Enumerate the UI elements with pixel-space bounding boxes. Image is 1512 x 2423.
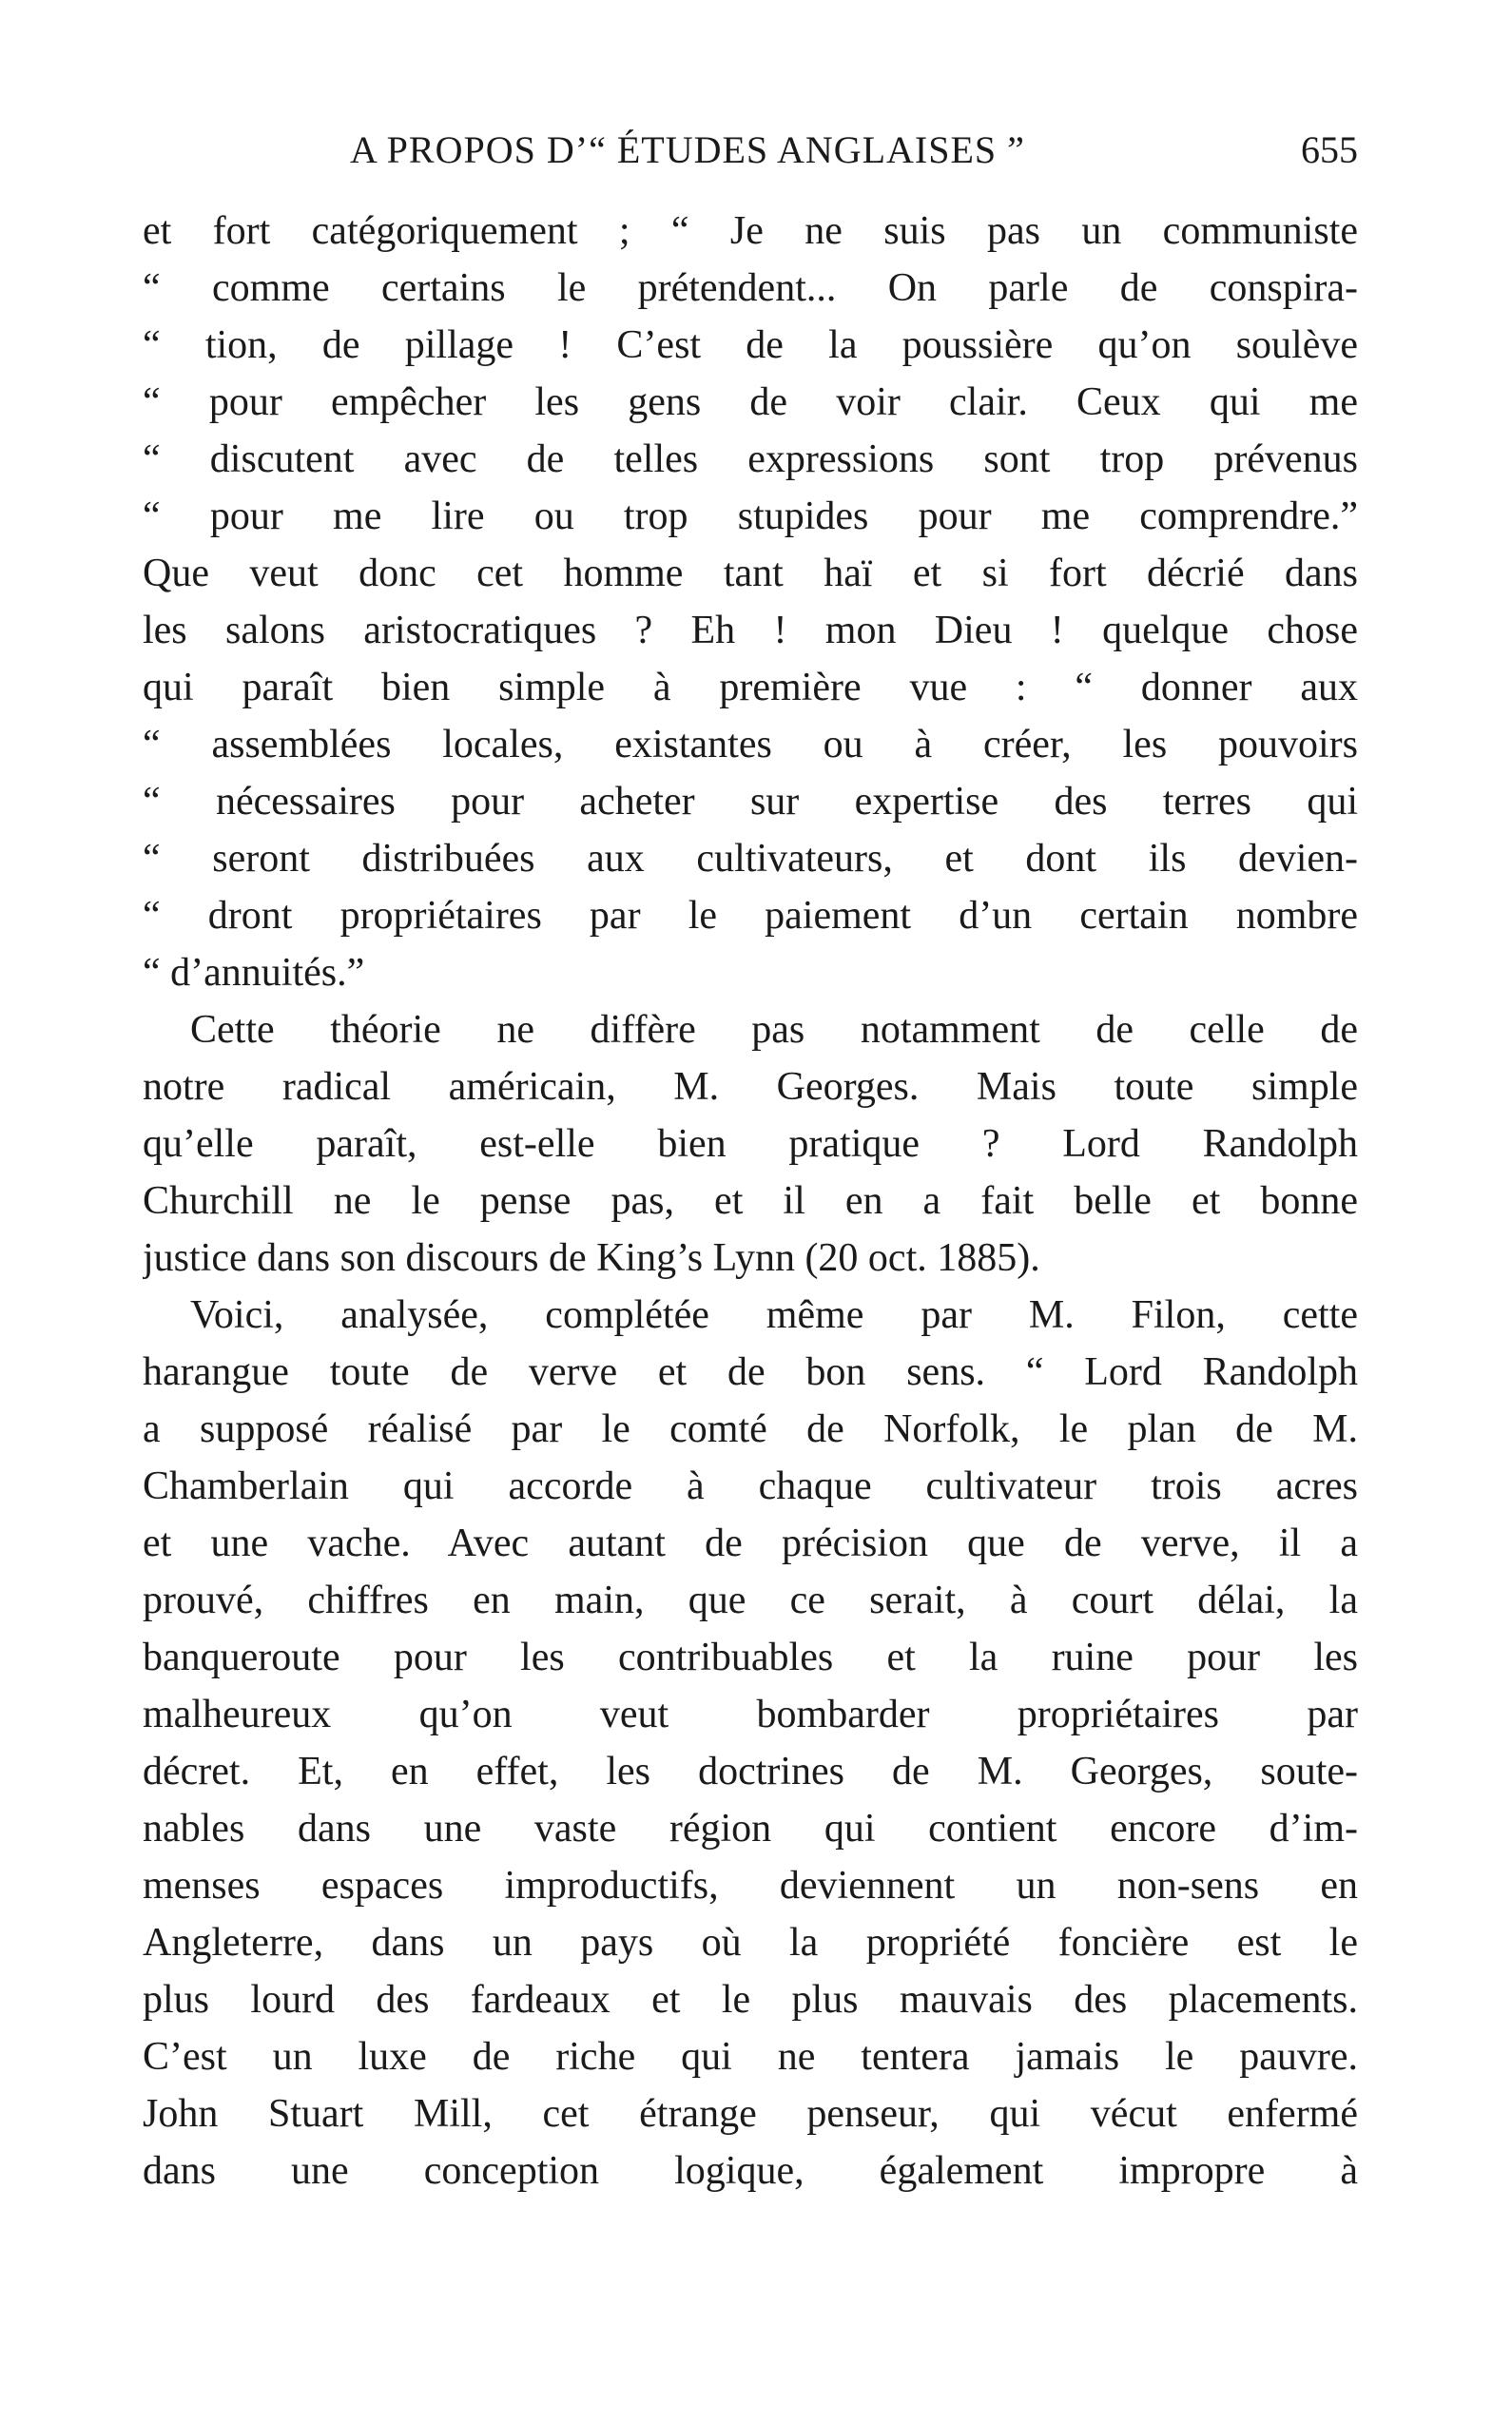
text-line: “ assemblées locales, existantes ou à créer, les pouvoirs — [143, 723, 1358, 766]
text-line: qui paraît bien simple à première vue : “ donner aux — [143, 666, 1358, 709]
page-number: 655 — [1301, 128, 1358, 171]
text-line: décret. Et, en effet, les doctrines de M. Georges, soute- — [143, 1750, 1358, 1793]
text-line: “ seront distribuées aux cultivateurs, et dont ils devien- — [143, 837, 1358, 881]
text-line: John Stuart Mill, cet étrange penseur, qui vécut enfermé — [143, 2092, 1358, 2136]
text-line: a supposé réalisé par le comté de Norfolk, le plan de M. — [143, 1407, 1358, 1451]
text-line: banqueroute pour les contribuables et la ruine pour les — [143, 1636, 1358, 1679]
text-line: notre radical américain, M. Georges. Mais toute simple — [143, 1065, 1358, 1109]
text-line: Churchill ne le pense pas, et il en a fait belle et bonne — [143, 1179, 1358, 1223]
text-line: justice dans son discours de King’s Lynn (20 oct. 1885). — [143, 1236, 1040, 1280]
text-line: C’est un luxe de riche qui ne tentera jamais le pauvre. — [143, 2035, 1358, 2079]
text-line: harangue toute de verve et de bon sens. “ Lord Randolph — [143, 1350, 1358, 1394]
text-line: dans une conception logique, également impropre à — [143, 2149, 1358, 2193]
text-line: plus lourd des fardeaux et le plus mauvais des placements. — [143, 1978, 1358, 2022]
text-line: “ dront propriétaires par le paiement d’un certain nombre — [143, 894, 1358, 938]
text-line: “ nécessaires pour acheter sur expertise des terres qui — [143, 780, 1358, 824]
text-line: malheureux qu’on veut bombarder propriétaires par — [143, 1693, 1358, 1736]
text-line: les salons aristocratiques ? Eh ! mon Dieu ! quelque chose — [143, 609, 1358, 652]
text-line: et une vache. Avec autant de précision que de verve, il a — [143, 1522, 1358, 1565]
text-line: “ pour empêcher les gens de voir clair. Ceux qui me — [143, 380, 1358, 424]
page-header — [143, 122, 1358, 179]
text-line: “ pour me lire ou trop stupides pour me comprendre.” — [143, 494, 1358, 538]
text-line: prouvé, chiffres en main, que ce serait, à court délai, la — [143, 1579, 1358, 1622]
text-line: “ d’annuités.” — [143, 951, 365, 995]
text-line: qu’elle paraît, est-elle bien pratique ? Lord Randolph — [143, 1122, 1358, 1166]
text-line: nables dans une vaste région qui contient encore d’im- — [143, 1807, 1358, 1851]
text-line: “ discutent avec de telles expressions sont trop prévenus — [143, 437, 1358, 481]
text-line: Voici, analysée, complétée même par M. Filon, cette — [190, 1293, 1358, 1337]
text-line: Que veut donc cet homme tant haï et si fort décrié dans — [143, 552, 1358, 595]
text-line: Cette théorie ne diffère pas notamment de celle de — [190, 1008, 1358, 1052]
body-text — [143, 203, 1358, 2200]
running-title: A PROPOS D’“ ÉTUDES ANGLAISES ” — [350, 128, 1025, 171]
text-line: Angleterre, dans un pays où la propriété foncière est le — [143, 1921, 1358, 1965]
text-line: “ comme certains le prétendent... On parle de conspira- — [143, 266, 1358, 310]
text-line: menses espaces improductifs, deviennent un non-sens en — [143, 1864, 1358, 1908]
text-line: et fort catégoriquement ; “ Je ne suis pas un communiste — [143, 209, 1358, 253]
text-line: Chamberlain qui accorde à chaque cultivateur trois acres — [143, 1464, 1358, 1508]
text-line: “ tion, de pillage ! C’est de la poussière qu’on soulève — [143, 323, 1358, 367]
